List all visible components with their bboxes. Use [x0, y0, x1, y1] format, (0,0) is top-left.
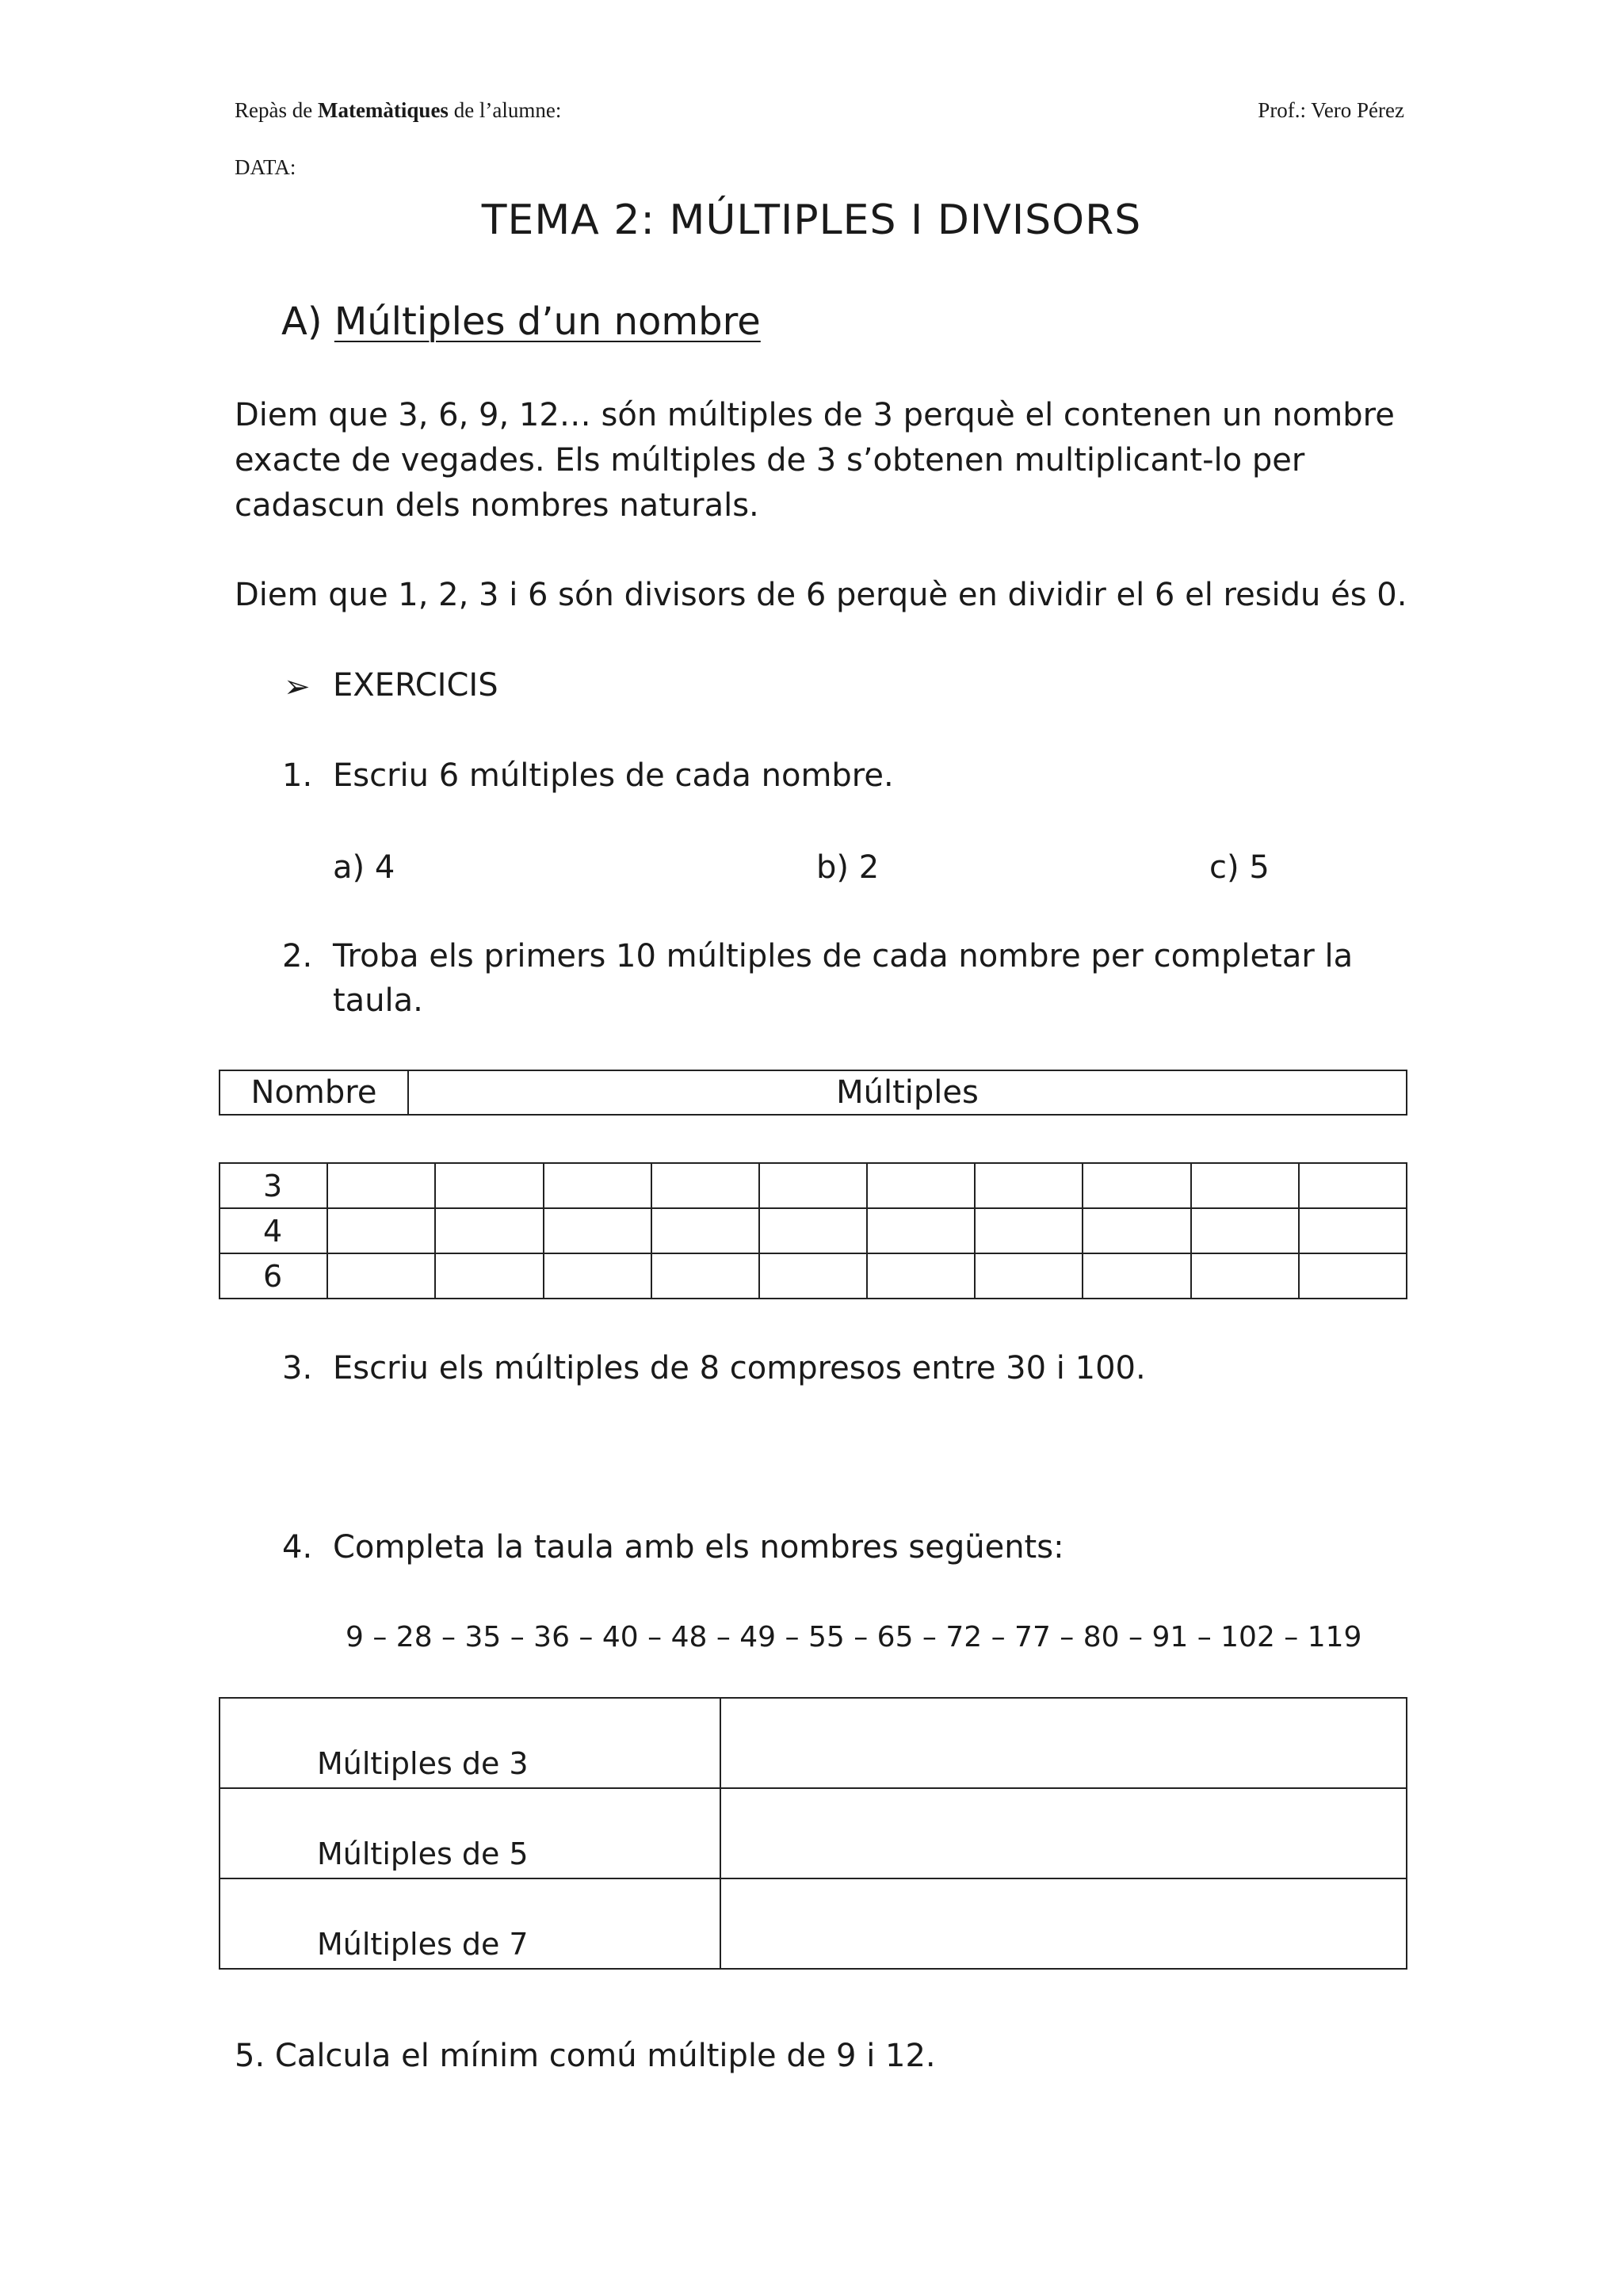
table-row	[220, 1163, 1407, 1208]
answer-cell[interactable]	[1083, 1163, 1190, 1208]
answer-cell[interactable]	[544, 1208, 651, 1253]
answer-cell[interactable]	[651, 1208, 759, 1253]
answer-cell[interactable]	[867, 1253, 975, 1299]
date-label: DATA:	[235, 155, 296, 179]
header-multiples: Múltiples	[408, 1070, 1407, 1115]
answer-cell[interactable]	[720, 1698, 1407, 1788]
table-row	[220, 1253, 1407, 1299]
row-number: 4	[220, 1208, 327, 1253]
answer-cell[interactable]	[1191, 1253, 1299, 1299]
row-number: 6	[220, 1253, 327, 1299]
number-list: 9 – 28 – 35 – 36 – 40 – 48 – 49 – 55 – 65 – 72 – 77 – 80 – 91 – 102 – 119	[346, 1621, 1362, 1653]
ex2-text-line1: Troba els primers 10 múltiples de cada nombre per completar la	[333, 938, 1354, 974]
answer-cell[interactable]	[1191, 1208, 1299, 1253]
answer-cell[interactable]	[1083, 1253, 1190, 1299]
table-row	[220, 1788, 1407, 1878]
header-teacher: Prof.: Vero Pérez	[1258, 98, 1404, 122]
ex1-text: Escriu 6 múltiples de cada nombre.	[333, 757, 894, 794]
row-number: 3	[220, 1163, 327, 1208]
table-row	[220, 1698, 1407, 1788]
paragraph-multiples: Diem que 3, 6, 9, 12… són múltiples de 3 perquè el contenen un nombre exacte de vegades. Els múltiples de 3 s’obtenen multiplicant-lo per cadascun dels nombres naturals.	[235, 397, 1395, 524]
ex4-text: Completa la taula amb els nombres següents:	[333, 1529, 1064, 1566]
answer-cell[interactable]	[435, 1253, 543, 1299]
answer-cell[interactable]	[759, 1163, 867, 1208]
ex1-number: 1.	[282, 757, 313, 794]
answer-cell[interactable]	[327, 1208, 435, 1253]
answer-cell[interactable]	[867, 1208, 975, 1253]
answer-cell[interactable]	[975, 1208, 1083, 1253]
row-label: Múltiples de 7	[220, 1878, 720, 1969]
answer-cell[interactable]	[327, 1163, 435, 1208]
ex1-option-a: a) 4	[333, 849, 395, 886]
answer-cell[interactable]	[327, 1253, 435, 1299]
answer-cell[interactable]	[1299, 1163, 1407, 1208]
page-title: TEMA 2: MÚLTIPLES I DIVISORS	[481, 196, 1142, 244]
answer-cell[interactable]	[1191, 1163, 1299, 1208]
ex3-text: Escriu els múltiples de 8 compresos entre 30 i 100.	[333, 1350, 1146, 1386]
exercises-heading: EXERCICIS	[333, 667, 498, 704]
multiples-header-table	[219, 1070, 1407, 1116]
answer-cell[interactable]	[759, 1253, 867, 1299]
bullet-arrow-icon: ➢	[284, 669, 311, 705]
table-row	[220, 1208, 1407, 1253]
answer-cell[interactable]	[1299, 1253, 1407, 1299]
header-nombre: Nombre	[220, 1070, 408, 1115]
answer-cell[interactable]	[435, 1208, 543, 1253]
ex1-option-b: b) 2	[816, 849, 880, 886]
answer-cell[interactable]	[544, 1163, 651, 1208]
answer-cell[interactable]	[1299, 1208, 1407, 1253]
answer-cell[interactable]	[544, 1253, 651, 1299]
row-label: Múltiples de 3	[220, 1698, 720, 1788]
ex5-text: 5. Calcula el mínim comú múltiple de 9 i 12.	[235, 2038, 936, 2074]
ex2-text-line2: taula.	[333, 982, 423, 1019]
answer-cell[interactable]	[1083, 1208, 1190, 1253]
table-row	[220, 1878, 1407, 1969]
answer-cell[interactable]	[720, 1788, 1407, 1878]
answer-cell[interactable]	[435, 1163, 543, 1208]
section-a-heading: A) Múltiples d’un nombre	[281, 299, 761, 344]
header-student-label: Repàs de Matemàtiques de l’alumne:	[235, 98, 562, 122]
paragraph-divisors: Diem que 1, 2, 3 i 6 són divisors de 6 perquè en dividir el 6 el residu és 0.	[235, 577, 1407, 613]
classification-table	[219, 1697, 1407, 1970]
answer-cell[interactable]	[975, 1253, 1083, 1299]
answer-cell[interactable]	[867, 1163, 975, 1208]
ex1-option-c: c) 5	[1209, 849, 1270, 886]
answer-cell[interactable]	[720, 1878, 1407, 1969]
answer-cell[interactable]	[975, 1163, 1083, 1208]
answer-cell[interactable]	[759, 1208, 867, 1253]
answer-cell[interactable]	[651, 1253, 759, 1299]
ex4-number: 4.	[282, 1529, 313, 1566]
answer-cell[interactable]	[651, 1163, 759, 1208]
multiples-table	[219, 1162, 1407, 1299]
ex2-number: 2.	[282, 938, 313, 974]
row-label: Múltiples de 5	[220, 1788, 720, 1878]
ex3-number: 3.	[282, 1350, 313, 1386]
